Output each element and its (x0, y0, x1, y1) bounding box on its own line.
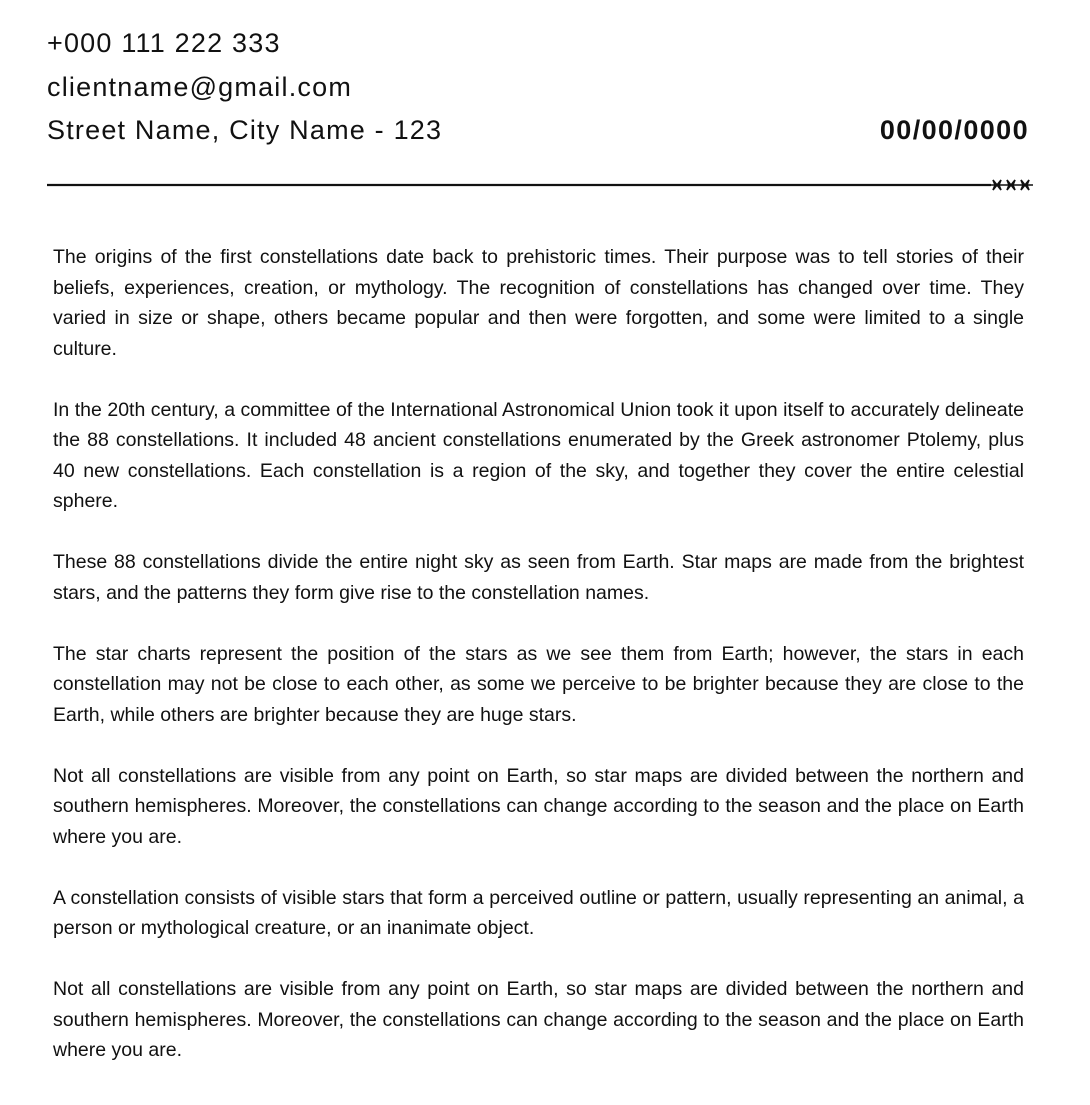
body-paragraph: These 88 constellations divide the entire night sky as seen from Earth. Star maps are made from the brightest stars, and the patterns they form give rise to the constellation names. (53, 551, 1024, 604)
body-paragraph: A constellation consists of visible stars that form a perceived outline or pattern, usually representing an animal, a person or mythological creature, or an inanimate object. (53, 886, 1024, 939)
body-paragraph: The origins of the first constellations date back to prehistoric times. Their purpose was to tell stories of their beliefs, experiences, creation, or mythology. The recognition of constellations has changed over time. They varied in size or shape, others became popular and then were forgotten, and some were limited to a single culture. (53, 246, 1024, 360)
letter-body (53, 242, 1024, 1096)
letter-header (47, 22, 1029, 153)
three-stars-icon (989, 180, 1033, 190)
body-paragraph: The star charts represent the position of the stars as we see them from Earth; however, the stars in each constellation may not be close to each other, as some we perceive to be brighter because they are close to the Earth, while others are brighter because they are huge stars. (53, 642, 1024, 726)
email-address: clientname@gmail.com (47, 71, 353, 102)
body-paragraph: Not all constellations are visible from any point on Earth, so star maps are divided between the northern and southern hemispheres. Moreover, the constellations can change according to the season and the place on Earth where you are. (53, 978, 1024, 1061)
street-address: Street Name, City Name - 123 (47, 115, 443, 145)
body-paragraph: In the 20th century, a committee of the International Astronomical Union took it upon itself to accurately delineate the 88 constellations. It included 48 ancient constellations enumerated by the Greek astronomer Ptolemy, plus 40 new constellations. Each constellation is a region of the sky, and together they cover the entire celestial sphere. (53, 398, 1024, 512)
letter-date: 00/00/0000 (879, 115, 1029, 145)
header-divider (47, 176, 1035, 194)
phone-number: +000 111 222 333 (47, 28, 281, 58)
body-paragraph: Not all constellations are visible from any point on Earth, so star maps are divided between the northern and southern hemispheres. Moreover, the constellations can change according to the season and the place on Earth where you are. (53, 764, 1024, 848)
